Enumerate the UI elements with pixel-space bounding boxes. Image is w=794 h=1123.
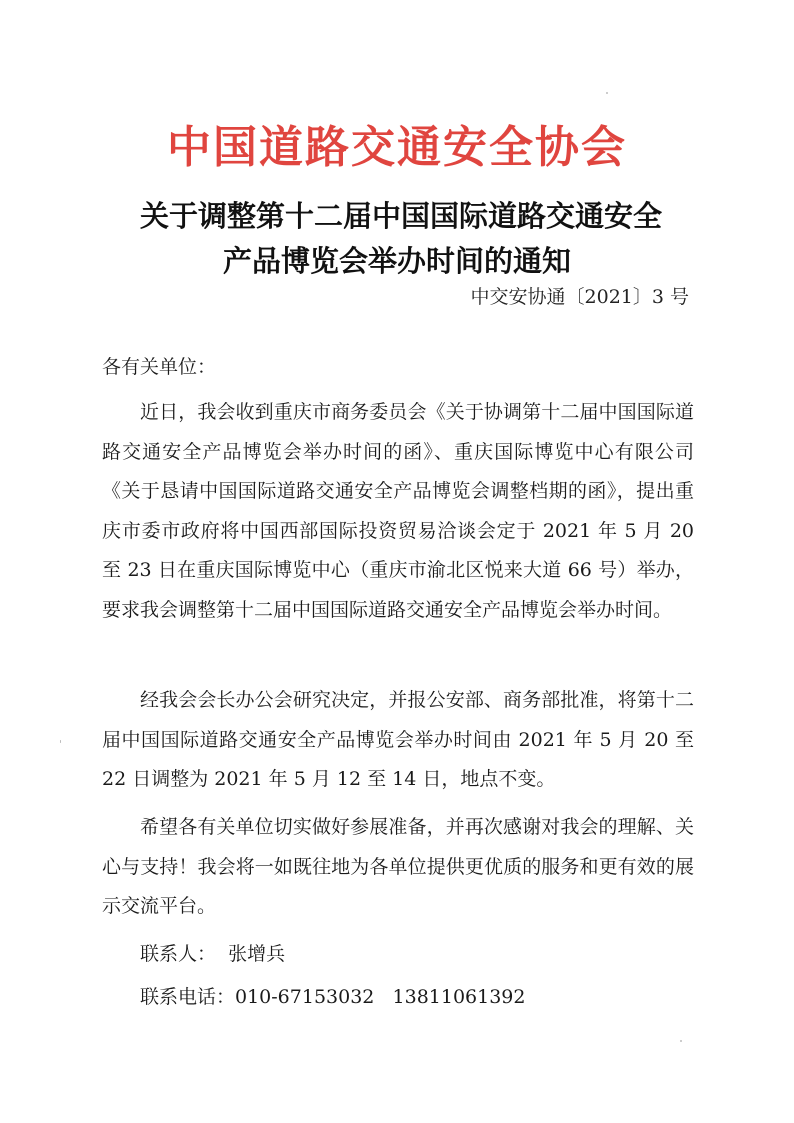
body-paragraph-1: 近日，我会收到重庆市商务委员会《关于协调第十二届中国国际道路交通安全产品博览会举办时间的函》、重庆国际博览中心有限公司《关于恳请中国国际道路交通安全产品博览会调整档期的函》，提出重庆市委市政府将中国西部国际投资贸易洽谈会定于 2021 年 5 月 20 至 23 日在重庆国际博览中心（重庆市渝北区悦来大道 66 号）举办，要求我会调整第十二届中国国际道路交通安全产品博览会举办时间。 xyxy=(102,401,694,621)
body-paragraph-2: 经我会会长办公会研究决定，并报公安部、商务部批准，将第十二届中国国际道路交通安全产品博览会举办时间由 2021 年 5 月 20 至 22 日调整为 2021 年 5 月 12 至 14 日，地点不变。 xyxy=(102,689,694,790)
contact-person: 联系人： 张增兵 xyxy=(140,943,286,965)
scan-speck xyxy=(60,740,61,743)
document-number: 中交安协通〔2021〕3 号 xyxy=(470,286,689,308)
body-paragraph-3: 希望各有关单位切实做好参展准备，并再次感谢对我会的理解、关心与支持！我会将一如既往地为各单位提供更优质的服务和更有效的展示交流平台。 xyxy=(102,816,694,917)
document-title-line-2: 产品博览会举办时间的通知 xyxy=(222,244,571,278)
contact-phone: 联系电话：010-67153032 13811061392 xyxy=(140,986,526,1008)
document-title-line-1: 关于调整第十二届中国国际道路交通安全 xyxy=(139,199,662,233)
scan-speck xyxy=(680,1040,682,1042)
organization-header: 中国道路交通安全协会 xyxy=(167,122,627,173)
scan-speck xyxy=(606,92,608,94)
salutation: 各有关单位： xyxy=(102,356,217,378)
